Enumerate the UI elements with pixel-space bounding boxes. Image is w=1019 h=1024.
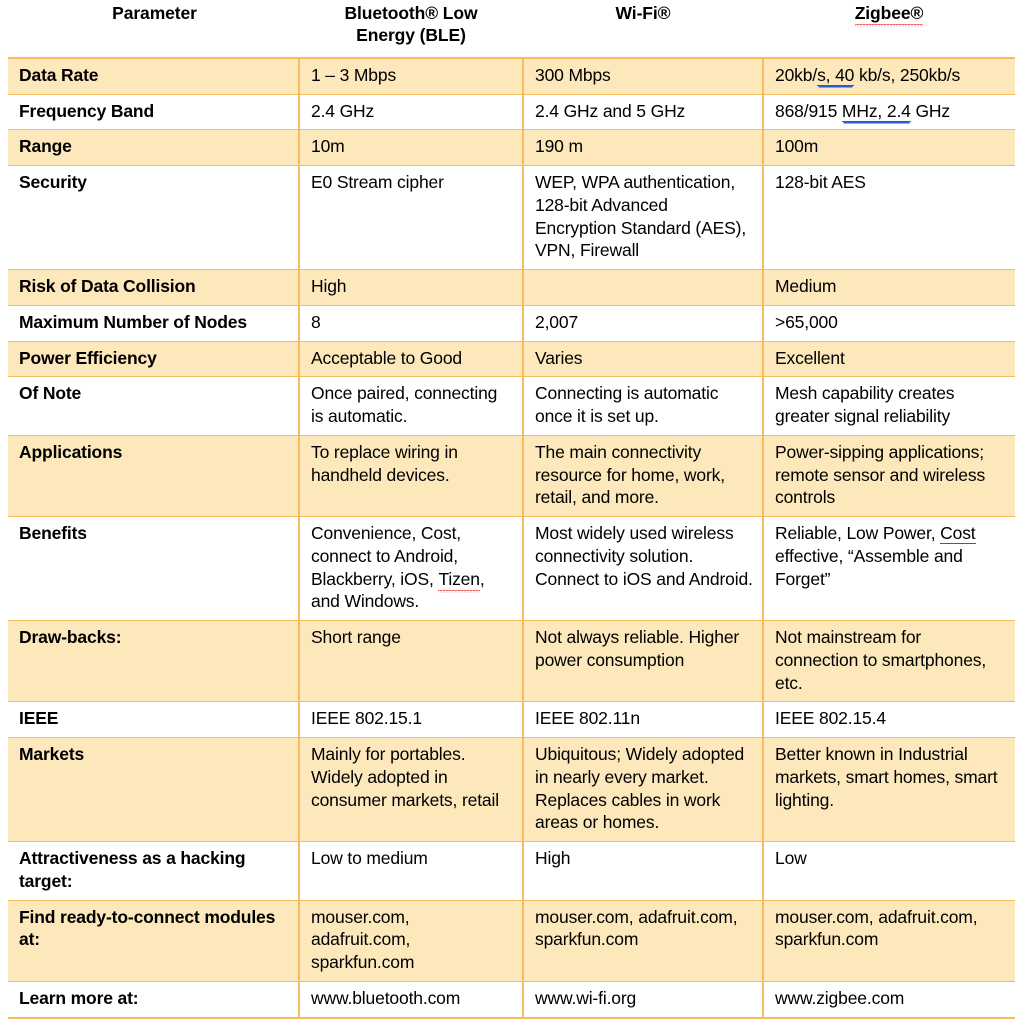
cell-zigbee: Better known in Industrial markets, smart homes, smart lighting. bbox=[763, 738, 1015, 842]
cell-wifi: www.wi-fi.org bbox=[523, 981, 763, 1017]
row-label: Maximum Number of Nodes bbox=[8, 305, 299, 341]
cell-zigbee: 128-bit AES bbox=[763, 166, 1015, 270]
table-row bbox=[8, 58, 1015, 94]
cell-wifi: High bbox=[523, 842, 763, 901]
table-row bbox=[8, 738, 1015, 842]
cell-wifi: WEP, WPA authentication, 128-bit Advanced Encryption Standard (AES), VPN, Firewall bbox=[523, 166, 763, 270]
cell-wifi: Ubiquitous; Widely adopted in nearly every market. Replaces cables in work areas or homes. bbox=[523, 738, 763, 842]
cell-wifi: Not always reliable. Higher power consumption bbox=[523, 621, 763, 702]
zigbee-spellcheck-text: Zigbee® bbox=[854, 3, 924, 23]
cell-ble: High bbox=[299, 270, 523, 306]
row-label: IEEE bbox=[8, 702, 299, 738]
row-label: Draw-backs: bbox=[8, 621, 299, 702]
cell-ble: 2.4 GHz bbox=[299, 94, 523, 130]
row-label: Markets bbox=[8, 738, 299, 842]
table-row bbox=[8, 621, 1015, 702]
grammar-underline-text: MHz, 2.4 bbox=[841, 100, 911, 121]
table-row bbox=[8, 900, 1015, 981]
row-label: Frequency Band bbox=[8, 94, 299, 130]
grammar-underline-text: s, 40 bbox=[817, 64, 855, 85]
cell-wifi: IEEE 802.11n bbox=[523, 702, 763, 738]
cell-wifi: 190 m bbox=[523, 130, 763, 166]
cell-wifi: 2.4 GHz and 5 GHz bbox=[523, 94, 763, 130]
cell-zigbee: 100m bbox=[763, 130, 1015, 166]
cell-ble: Once paired, connecting is automatic. bbox=[299, 377, 523, 436]
cell-ble: mouser.com, adafruit.com, sparkfun.com bbox=[299, 900, 523, 981]
table-body bbox=[8, 58, 1015, 1018]
header-bluetooth-line1: Bluetooth® Low bbox=[344, 3, 478, 23]
cell-zigbee bbox=[763, 94, 1015, 130]
table-row bbox=[8, 702, 1015, 738]
cell-wifi: Connecting is automatic once it is set up. bbox=[523, 377, 763, 436]
row-label: Range bbox=[8, 130, 299, 166]
zigbee-text-pre: Reliable, Low Power, bbox=[775, 523, 941, 544]
header-zigbee bbox=[763, 0, 1015, 58]
ble-text-pre: Convenience, Cost, connect to Android, Blackberry, iOS, bbox=[311, 523, 462, 589]
cell-wifi: 300 Mbps bbox=[523, 58, 763, 94]
cell-ble: 1 – 3 Mbps bbox=[299, 58, 523, 94]
cell-wifi: Varies bbox=[523, 341, 763, 377]
cell-zigbee: IEEE 802.15.4 bbox=[763, 702, 1015, 738]
cell-wifi bbox=[523, 270, 763, 306]
cell-zigbee: Excellent bbox=[763, 341, 1015, 377]
cell-ble: Low to medium bbox=[299, 842, 523, 901]
table-row bbox=[8, 341, 1015, 377]
cell-zigbee: mouser.com, adafruit.com, sparkfun.com bbox=[763, 900, 1015, 981]
cell-ble: 8 bbox=[299, 305, 523, 341]
table-row bbox=[8, 166, 1015, 270]
row-label: Data Rate bbox=[8, 58, 299, 94]
zigbee-text-post: GHz bbox=[910, 100, 951, 121]
row-label: Find ready-to-connect modules at: bbox=[8, 900, 299, 981]
cell-ble: www.bluetooth.com bbox=[299, 981, 523, 1017]
row-label: Attractiveness as a hacking target: bbox=[8, 842, 299, 901]
table-row bbox=[8, 435, 1015, 516]
cell-ble: Mainly for portables. Widely adopted in consumer markets, retail bbox=[299, 738, 523, 842]
table-row bbox=[8, 130, 1015, 166]
cell-ble: Acceptable to Good bbox=[299, 341, 523, 377]
row-label: Applications bbox=[8, 435, 299, 516]
cell-ble: IEEE 802.15.1 bbox=[299, 702, 523, 738]
header-bluetooth bbox=[299, 0, 523, 58]
cell-zigbee bbox=[763, 517, 1015, 621]
row-label: Of Note bbox=[8, 377, 299, 436]
ble-text-post: , and Windows. bbox=[311, 568, 485, 612]
cell-wifi: Most widely used wireless connectivity solution. Connect to iOS and Android. bbox=[523, 517, 763, 621]
zigbee-text-post: effective, “Assemble and Forget” bbox=[775, 545, 963, 589]
cell-wifi: mouser.com, adafruit.com, sparkfun.com bbox=[523, 900, 763, 981]
table-row bbox=[8, 981, 1015, 1017]
table-row bbox=[8, 517, 1015, 621]
zigbee-text-pre: 20kb/ bbox=[775, 64, 818, 85]
header-row bbox=[8, 0, 1015, 58]
row-label: Learn more at: bbox=[8, 981, 299, 1017]
table-header bbox=[8, 0, 1015, 58]
header-bluetooth-line2: Energy (BLE) bbox=[356, 25, 466, 46]
table-row bbox=[8, 270, 1015, 306]
zigbee-text-pre: 868/915 bbox=[775, 100, 842, 121]
spellcheck-underline-text: Tizen bbox=[438, 568, 480, 589]
cell-ble: Short range bbox=[299, 621, 523, 702]
wireless-comparison-table bbox=[8, 0, 1015, 1019]
cell-zigbee: Medium bbox=[763, 270, 1015, 306]
cell-zigbee: Mesh capability creates greater signal reliability bbox=[763, 377, 1015, 436]
header-parameter: Parameter bbox=[8, 0, 299, 58]
cell-ble bbox=[299, 517, 523, 621]
row-label: Power Efficiency bbox=[8, 341, 299, 377]
table-row bbox=[8, 842, 1015, 901]
cell-wifi: 2,007 bbox=[523, 305, 763, 341]
grammar-underline-text: Cost bbox=[940, 523, 976, 544]
row-label: Risk of Data Collision bbox=[8, 270, 299, 306]
table-row bbox=[8, 377, 1015, 436]
header-wifi: Wi-Fi® bbox=[523, 0, 763, 58]
cell-ble: 10m bbox=[299, 130, 523, 166]
cell-zigbee: >65,000 bbox=[763, 305, 1015, 341]
row-label: Security bbox=[8, 166, 299, 270]
cell-ble: To replace wiring in handheld devices. bbox=[299, 435, 523, 516]
cell-zigbee: Power-sipping applications; remote sensor and wireless controls bbox=[763, 435, 1015, 516]
table-row bbox=[8, 305, 1015, 341]
row-label: Benefits bbox=[8, 517, 299, 621]
cell-zigbee: Low bbox=[763, 842, 1015, 901]
zigbee-text-post: kb/s, 250kb/s bbox=[854, 64, 961, 85]
cell-zigbee: Not mainstream for connection to smartphones, etc. bbox=[763, 621, 1015, 702]
cell-ble: E0 Stream cipher bbox=[299, 166, 523, 270]
cell-wifi: The main connectivity resource for home, work, retail, and more. bbox=[523, 435, 763, 516]
cell-zigbee bbox=[763, 58, 1015, 94]
cell-zigbee: www.zigbee.com bbox=[763, 981, 1015, 1017]
table-row bbox=[8, 94, 1015, 130]
